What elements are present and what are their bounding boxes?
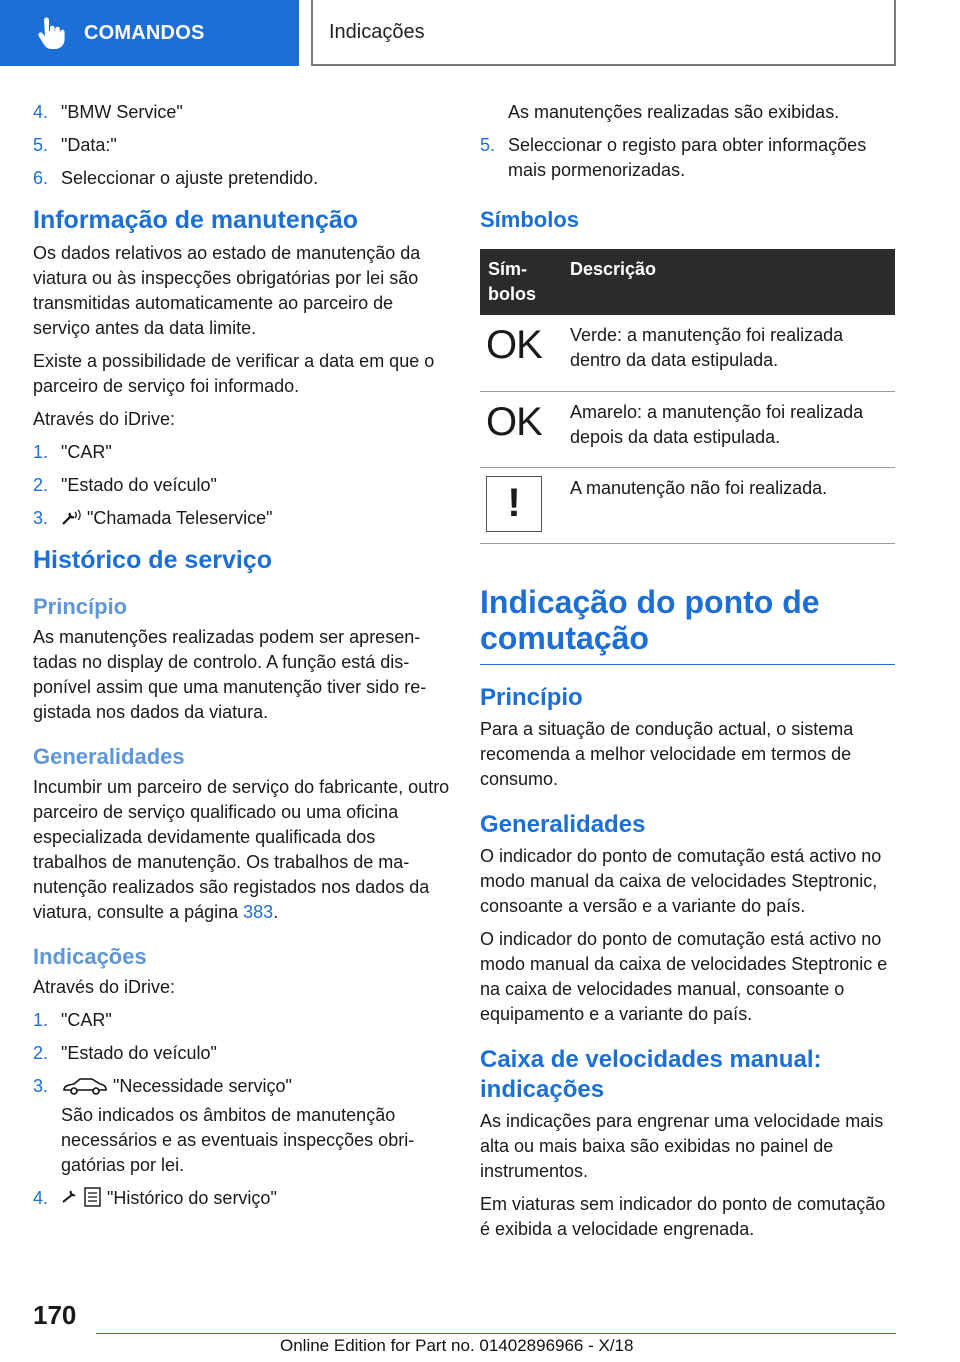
step-text: "Histórico do serviço"	[107, 1188, 277, 1208]
heading-service-history: Histórico de serviço	[33, 546, 272, 574]
ok-yellow-icon: OK	[486, 399, 542, 444]
paragraph: As indicações para engrenar uma velocidade mais alta ou mais baixa são exibidas no painel de instrumentos.	[480, 1110, 884, 1181]
car-service-icon	[61, 1076, 109, 1096]
paragraph: Para a situação de condução actual, o sistema recomenda a melhor velocidade em termos de consumo.	[480, 718, 854, 789]
step-detail: São indicados os âmbitos de manutenção necessários e as eventuais inspecções obrigatórias por lei.	[61, 1105, 415, 1175]
table-header-row	[480, 249, 895, 315]
step-text: "Chamada Teleservice"	[87, 508, 273, 528]
heading-general: Generalidades	[480, 810, 646, 838]
heading-indications: Indicações	[33, 944, 147, 969]
paragraph-end: .	[273, 902, 279, 922]
paragraph: Através do iDrive:	[33, 409, 176, 429]
heading-manual-gearbox: Caixa de velocidades manual: indicações	[480, 1045, 822, 1103]
section-tab	[0, 0, 299, 66]
list-item	[33, 506, 451, 531]
paragraph: O indicador do ponto de comutação está activo no modo manual da caixa de velocidades Steptronic, consoante a versão e a variante do país.	[480, 845, 882, 916]
step-text: "BMW Service"	[61, 102, 183, 122]
list-item	[33, 1008, 451, 1033]
list-item	[33, 1041, 451, 1066]
subsection-title: Indicações	[329, 20, 425, 43]
left-column	[33, 100, 451, 1219]
step-number: 1.	[33, 1010, 49, 1030]
list-item	[33, 1186, 451, 1211]
step-number: 1.	[33, 442, 49, 462]
list-item	[33, 166, 451, 191]
paragraph-text: Incumbir um parceiro de serviço do fabricante, outro parceiro de serviço qualificado ou uma oficina especializada devidamente qualificada dos trabalhos de manutenção. Os trabalhos de manutenção realizados são registados nos dados da viatura, consulte a página	[33, 777, 450, 922]
step-number: 2.	[33, 1043, 49, 1063]
paragraph: Em viaturas sem indicador do ponto de comutação é exibida a velocidade engrenada.	[480, 1193, 886, 1239]
subsection-tab	[311, 0, 896, 66]
table-cell-description: A manutenção não foi realizada.	[562, 467, 895, 543]
heading-principle: Princípio	[33, 594, 128, 619]
step-number: 4.	[33, 102, 49, 122]
step-number: 3.	[33, 508, 49, 528]
service-history-icon	[61, 1186, 103, 1208]
step-text: Seleccionar o ajuste pretendido.	[61, 168, 319, 188]
step-continuation: As manutenções realizadas são exibidas.	[508, 102, 840, 122]
table-header-description: Descrição	[562, 249, 895, 315]
footer-rule	[96, 1333, 896, 1334]
step-text: Seleccionar o registo para obter informações mais pormenorizadas.	[508, 135, 867, 180]
list-item	[33, 133, 451, 158]
right-column	[480, 100, 895, 1250]
paragraph: As manutenções realizadas podem ser apresentadas no display de controlo. A função está disponível assim que uma manutenção tiver sido registada nos dados da viatura.	[33, 627, 427, 722]
step-text: "Data:"	[61, 135, 117, 155]
table-row	[480, 467, 895, 543]
list-item	[33, 440, 451, 465]
table-cell-symbol	[480, 315, 562, 391]
exclamation-icon: !	[486, 476, 542, 532]
paragraph	[33, 775, 451, 925]
list-item	[33, 1074, 451, 1099]
page-number: 170	[33, 1300, 77, 1330]
table-row	[480, 315, 895, 391]
paragraph: Existe a possibilidade de verificar a data em que o parceiro de serviço foi informado.	[33, 351, 435, 396]
heading-general: Generalidades	[33, 744, 185, 769]
step-text: "Estado do veículo"	[61, 1043, 217, 1063]
step-number: 5.	[480, 135, 496, 155]
step-text: "CAR"	[61, 442, 112, 462]
table-cell-description: Verde: a manutenção foi realizada dentro da data estipulada.	[562, 315, 895, 391]
step-number: 3.	[33, 1076, 49, 1096]
table-cell-description: Amarelo: a manutenção foi realizada depois da data estipulada.	[562, 391, 895, 467]
step-text: "Estado do veículo"	[61, 475, 217, 495]
step-number: 5.	[33, 135, 49, 155]
page-reference-link[interactable]: 383	[243, 902, 274, 922]
section-title: COMANDOS	[84, 21, 205, 44]
heading-symbols: Símbolos	[480, 207, 580, 232]
heading-maintenance-info: Informação de manutenção	[33, 206, 359, 234]
table-row	[480, 391, 895, 467]
edition-note: Online Edition for Part no. 01402896966 - X/18	[280, 1336, 634, 1355]
symbols-table	[480, 249, 895, 544]
list-item	[33, 473, 451, 498]
step-number: 6.	[33, 168, 49, 188]
table-cell-symbol	[480, 467, 562, 543]
list-item	[480, 133, 895, 183]
ok-green-icon: OK	[486, 323, 542, 367]
heading-principle: Princípio	[480, 683, 583, 711]
step-text: "Necessidade serviço"	[113, 1076, 292, 1096]
paragraph: O indicador do ponto de comutação está activo no modo manual da caixa de velocidades Steptronic e na caixa de velocidades manual, consoante o equipamento e a variante do país.	[480, 928, 888, 1024]
teleservice-wrench-icon	[61, 508, 83, 528]
list-item	[33, 100, 451, 125]
paragraph: Os dados relativos ao estado de manutenção da viatura ou às inspecções obrigatórias por lei são transmitidas automaticamente ao parceiro de serviço antes da data limite.	[33, 243, 421, 338]
paragraph: Através do iDrive:	[33, 977, 176, 997]
step-number: 2.	[33, 475, 49, 495]
step-number: 4.	[33, 1188, 49, 1208]
table-header-symbols: Símbolos	[480, 249, 562, 315]
hand-pointer-icon	[32, 16, 66, 50]
step-text: "CAR"	[61, 1010, 112, 1030]
table-cell-symbol	[480, 391, 562, 467]
heading-shift-point: Indicação do ponto de comutação	[480, 584, 895, 665]
